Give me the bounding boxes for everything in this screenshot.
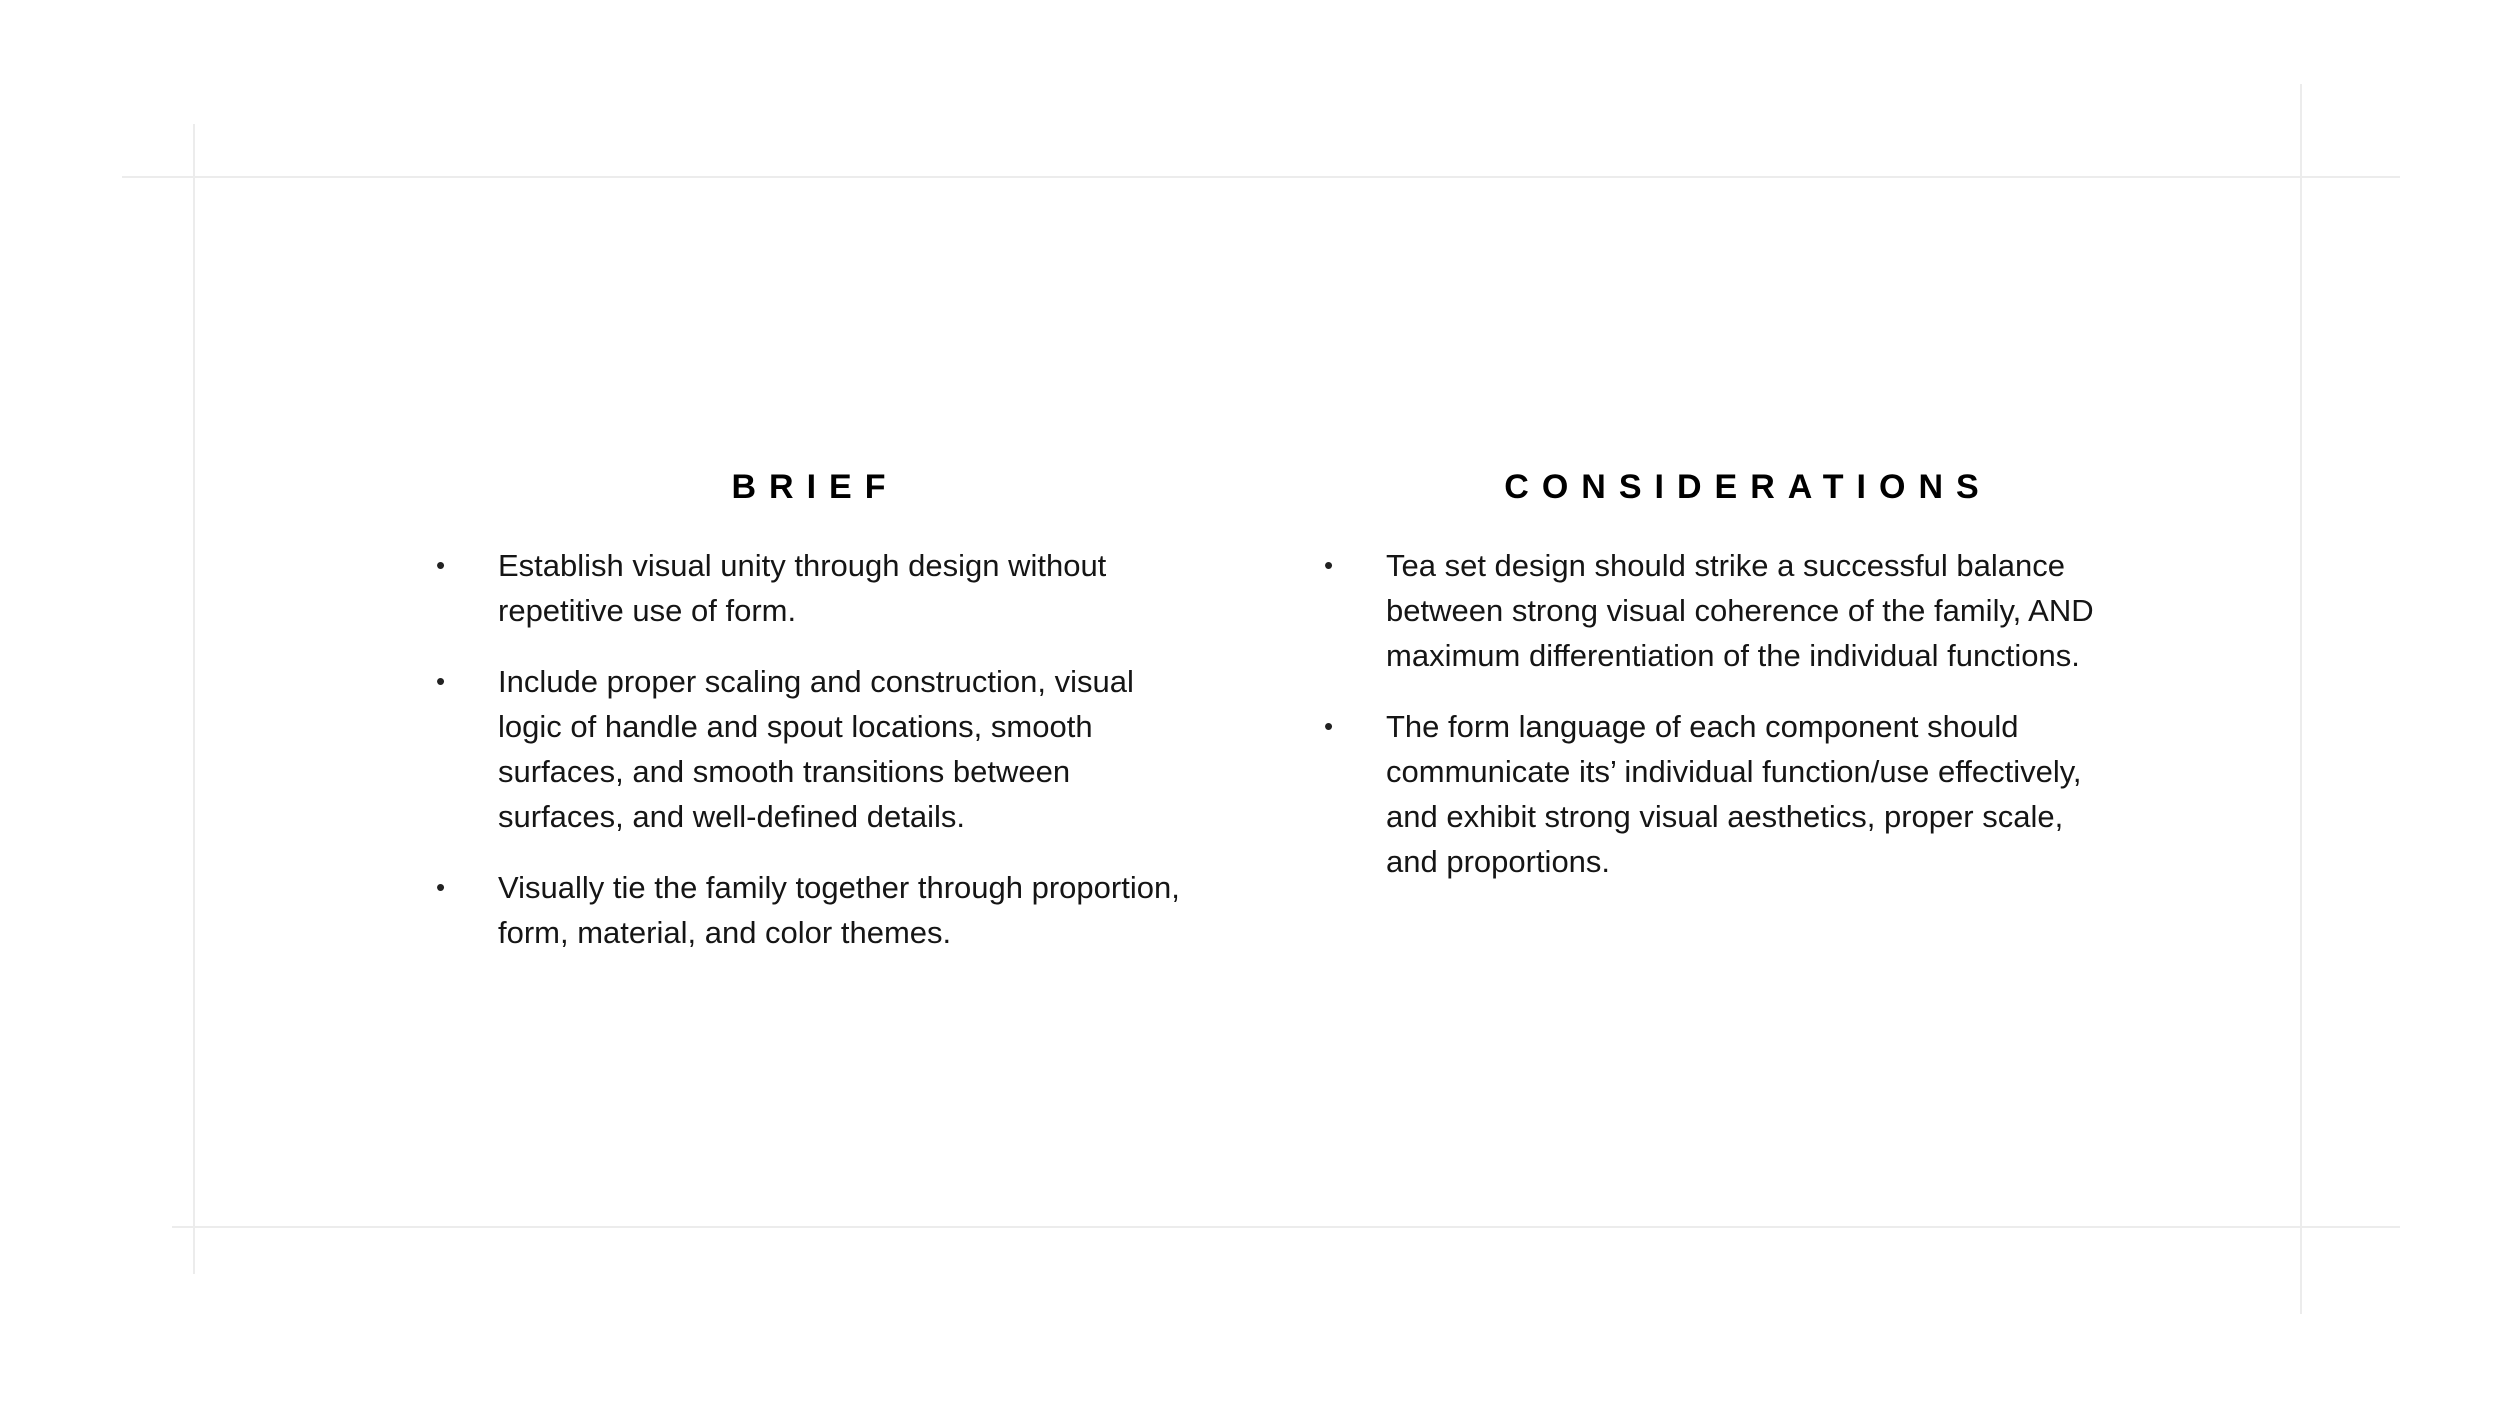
brief-item-text: Include proper scaling and construction, visual logic of handle and spout locations, smooth surfaces, and smooth transitions between surfaces, and well-defined details. <box>498 664 1134 834</box>
considerations-item-text: Tea set design should strike a successful balance between strong visual coherence of the family, AND maximum differentiation of the individual functions. <box>1386 548 2094 673</box>
bullet-icon: • <box>436 550 446 580</box>
considerations-item-text: The form language of each component should communicate its’ individual function/use effectively, and exhibit strong visual aesthetics, proper scale, and proportions. <box>1386 709 2082 879</box>
bullet-icon: • <box>436 666 446 696</box>
brief-item-1 <box>430 543 1190 633</box>
considerations-heading: CONSIDERATIONS <box>1504 468 1992 506</box>
brief-item-text: Establish visual unity through design without repetitive use of form. <box>498 548 1107 628</box>
brief-item-2 <box>430 659 1190 839</box>
bullet-icon: • <box>1324 550 1334 580</box>
guide-line-right <box>2300 84 2302 1314</box>
brief-item-text: Visually tie the family together through proportion, form, material, and color themes. <box>498 870 1180 950</box>
brief-list <box>430 543 1190 955</box>
guide-line-left <box>193 124 195 1274</box>
brief-item-3 <box>430 865 1190 955</box>
considerations-list <box>1318 543 2118 884</box>
bullet-icon: • <box>1324 711 1334 741</box>
brief-heading: BRIEF <box>731 468 899 506</box>
guide-line-bottom <box>172 1226 2400 1228</box>
brief-section <box>430 468 1190 981</box>
bullet-icon: • <box>436 872 446 902</box>
considerations-item-1 <box>1318 543 2118 678</box>
guide-line-top <box>122 176 2400 178</box>
considerations-section <box>1318 468 2118 910</box>
considerations-item-2 <box>1318 704 2118 884</box>
